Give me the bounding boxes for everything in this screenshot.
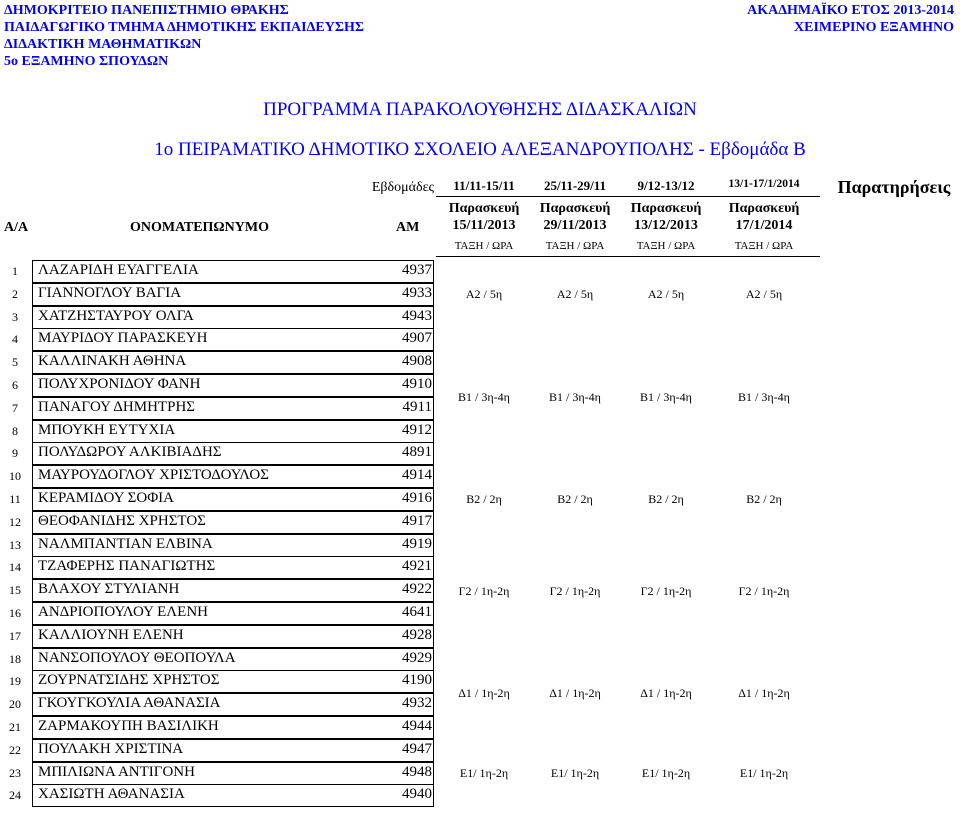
student-name: ΜΑΥΡΙΔΟΥ ΠΑΡΑΣΚΕΥΗ (38, 330, 208, 347)
academic-year-header (747, 2, 954, 36)
class-hour-assignment: Γ2 / 1η-2η (738, 583, 790, 598)
week-day-date (436, 200, 532, 234)
student-name: ΝΑΝΣΟΠΟΥΛΟΥ ΘΕΟΠΟΥΛΑ (38, 649, 236, 666)
week-date: 17/1/2014 (735, 218, 793, 233)
student-am: 4947 (402, 740, 432, 757)
row-number: 14 (9, 560, 21, 575)
student-name: ΠΟΛΥΧΡΟΝΙΔΟΥ ΦΑΝΗ (38, 376, 201, 392)
student-am: 4891 (402, 444, 432, 461)
institution-header (4, 2, 364, 70)
student-name: ΓΚΟΥΓΚΟΥΛΙΑ ΑΘΑΝΑΣΙΑ (38, 695, 221, 712)
student-am: 4911 (402, 398, 432, 415)
student-name: ΤΖΑΦΕΡΗΣ ΠΑΝΑΓΙΩΤΗΣ (38, 558, 216, 575)
class-hour-label: ΤΑΞΗ / ΩΡΑ (734, 240, 794, 252)
week-day-date (618, 200, 714, 234)
row-number: 4 (12, 332, 18, 347)
student-name: ΒΛΑΧΟΥ ΣΤΥΛΙΑΝΗ (38, 581, 180, 598)
row-number: 17 (9, 628, 21, 643)
class-hour-assignment: Β2 / 2η (466, 492, 502, 507)
column-header-name: ΟΝΟΜΑΤΕΠΩΝΥΜΟ (130, 220, 269, 235)
student-name: ΠΑΝΑΓΟΥ ΔΗΜΗΤΡΗΣ (38, 398, 196, 415)
student-am: 4912 (402, 421, 432, 438)
class-hour-assignment: Β1 / 3η-4η (640, 389, 692, 404)
document-title: ΠΡΟΓΡΑΜΜΑ ΠΑΡΑΚΟΛΟΥΘΗΣΗΣ ΔΙΔΑΣΚΑΛΙΩΝ (263, 99, 697, 120)
student-am: 4907 (402, 330, 432, 347)
university-name: ΔΗΜΟΚΡΙΤΕΙΟ ΠΑΝΕΠΙΣΤΗΜΙΟ ΘΡΑΚΗΣ (4, 3, 289, 18)
student-name: ΛΑΖΑΡΙΔΗ ΕΥΑΓΓΕΛΙΑ (38, 262, 199, 278)
class-hour-assignment: Γ2 / 1η-2η (640, 583, 692, 598)
student-name: ΑΝΔΡΙΟΠΟΥΛΟΥ ΕΛΕΝΗ (38, 604, 209, 620)
row-number: 1 (12, 264, 18, 278)
row-number: 6 (12, 378, 18, 392)
week-range: 13/1-17/1/2014 (728, 178, 800, 190)
row-number: 12 (9, 514, 21, 529)
week-day: Παρασκευή (630, 201, 702, 216)
student-name: ΠΟΛΥΔΩΡΟΥ ΑΛΚΙΒΙΑΔΗΣ (38, 444, 222, 461)
student-name: ΜΑΥΡΟΥΔΟΓΛΟΥ ΧΡΙΣΤΟΔΟΥΛΟΣ (38, 467, 269, 484)
class-hour-assignment: Α2 / 5η (745, 287, 783, 302)
row-number: 20 (9, 697, 21, 712)
department-name: ΠΑΙΔΑΓΩΓΙΚΟ ΤΜΗΜΑ ΔΗΜΟΤΙΚΗΣ ΕΚΠΑΙΔΕΥΣΗΣ (4, 20, 365, 35)
row-number: 23 (9, 765, 21, 780)
student-am: 4932 (402, 695, 432, 712)
row-number: 10 (9, 469, 21, 484)
class-hour-assignment: Β1 / 3η-4η (549, 389, 601, 404)
row-number: 9 (12, 446, 18, 461)
column-header-observations: Παρατηρήσεις (837, 177, 951, 197)
academic-year: ΑΚΑΔΗΜΑΪΚΟ ΕΤΟΣ 2013-2014 (747, 3, 954, 18)
student-name: ΧΑΤΖΗΣΤΑΥΡΟΥ ΟΛΓΑ (38, 307, 194, 324)
week-range: 25/11-29/11 (543, 178, 607, 193)
class-hour-assignment: Γ2 / 1η-2η (458, 583, 510, 598)
student-am: 4928 (402, 626, 432, 643)
class-hour-assignment: Α2 / 5η (647, 287, 685, 302)
class-hour-assignment: Β2 / 2η (648, 492, 684, 507)
student-am: 4916 (402, 490, 432, 506)
class-hour-assignment: Β1 / 3η-4η (458, 389, 510, 404)
class-hour-label: ΤΑΞΗ / ΩΡΑ (636, 240, 696, 252)
student-am: 4922 (402, 581, 432, 598)
student-name: ΚΕΡΑΜΙΔΟΥ ΣΟΦΙΑ (38, 490, 174, 506)
row-number: 16 (9, 606, 21, 620)
row-number: 7 (12, 400, 18, 415)
row-number: 21 (9, 720, 21, 734)
student-name: ΠΟΥΛΑΚΗ ΧΡΙΣΤΙΝΑ (38, 740, 184, 757)
column-header-am: ΑΜ (396, 220, 420, 235)
course-name: ΔΙΔΑΚΤΙΚΗ ΜΑΘΗΜΑΤΙΚΩΝ (4, 37, 202, 52)
row-number: 22 (9, 742, 21, 757)
class-hour-assignment: Ε1/ 1η-2η (641, 766, 691, 780)
weeks-label: Εβδομάδες (371, 180, 434, 195)
student-am: 4641 (402, 604, 432, 620)
student-am: 4917 (402, 512, 432, 529)
week-day-date (716, 200, 812, 234)
student-name: ΓΙΑΝΝΟΓΛΟΥ ΒΑΓΙΑ (38, 284, 182, 301)
student-name: ΚΑΛΛΙΟΥΝΗ ΕΛΕΝΗ (38, 626, 184, 643)
week-date: 15/11/2013 (452, 218, 516, 233)
student-name: ΖΑΡΜΑΚΟΥΠΗ ΒΑΣΙΛΙΚΗ (38, 718, 219, 734)
class-hour-label: ΤΑΞΗ / ΩΡΑ (545, 240, 605, 252)
week-day: Παρασκευή (448, 201, 520, 216)
row-number: 3 (12, 309, 18, 324)
class-hour-label: ΤΑΞΗ / ΩΡΑ (454, 240, 514, 252)
class-hour-assignment: Γ2 / 1η-2η (549, 583, 601, 598)
header-rule (436, 256, 820, 257)
row-number: 19 (9, 674, 21, 689)
student-name: ΖΟΥΡΝΑΤΣΙΔΗΣ ΧΡΗΣΤΟΣ (38, 672, 220, 689)
row-number: 5 (12, 355, 18, 370)
row-number: 2 (12, 286, 18, 301)
class-hour-assignment: Δ1 / 1η-2η (640, 686, 692, 701)
student-name: ΜΠΙΛΙΩΝΑ ΑΝΤΙΓΟΝΗ (38, 763, 195, 780)
row-number: 11 (9, 492, 21, 506)
student-am: 4190 (402, 672, 432, 689)
row-number: 8 (12, 423, 18, 438)
student-name: ΧΑΣΙΩΤΗ ΑΘΑΝΑΣΙΑ (38, 786, 185, 803)
semester-term: ΧΕΙΜΕΡΙΝΟ ΕΞΑΜΗΝΟ (794, 20, 954, 35)
row-number: 18 (9, 651, 21, 666)
student-am: 4919 (402, 535, 432, 552)
class-hour-assignment: Α2 / 5η (556, 287, 594, 302)
class-hour-assignment: Α2 / 5η (465, 287, 503, 302)
student-am: 4929 (402, 649, 432, 666)
week-day: Παρασκευή (539, 201, 611, 216)
student-am: 4921 (402, 558, 432, 575)
week-day-date (527, 200, 623, 234)
class-hour-assignment: Δ1 / 1η-2η (738, 686, 790, 701)
class-hour-assignment: Ε1/ 1η-2η (459, 766, 509, 780)
class-hour-assignment: Β1 / 3η-4η (738, 389, 790, 404)
student-name: ΚΑΛΛΙΝΑΚΗ ΑΘΗΝΑ (38, 353, 187, 370)
row-number: 24 (9, 788, 21, 803)
student-name: ΝΑΛΜΠΑΝΤΙΑΝ ΕΛΒΙΝΑ (38, 535, 213, 552)
student-am: 4933 (402, 284, 432, 301)
class-hour-assignment: Ε1/ 1η-2η (550, 766, 600, 780)
row-number: 13 (9, 537, 21, 552)
student-name: ΘΕΟΦΑΝΙΔΗΣ ΧΡΗΣΤΟΣ (38, 512, 206, 529)
class-hour-assignment: Δ1 / 1η-2η (549, 686, 601, 701)
student-am: 4914 (402, 467, 432, 484)
student-am: 4908 (402, 353, 432, 370)
class-hour-assignment: Β2 / 2η (746, 492, 782, 507)
semester-label: 5ο ΕΞΑΜΗΝΟ ΣΠΟΥΔΩΝ (4, 54, 169, 69)
student-am: 4944 (402, 718, 432, 734)
week-date: 13/12/2013 (634, 218, 698, 233)
class-hour-assignment: Δ1 / 1η-2η (458, 686, 510, 701)
student-am: 4937 (402, 262, 432, 278)
student-name: ΜΠΟΥΚΗ ΕΥΤΥΧΙΑ (38, 421, 176, 438)
school-subtitle: 1ο ΠΕΙΡΑΜΑΤΙΚΟ ΔΗΜΟΤΙΚΟ ΣΧΟΛΕΙΟ ΑΛΕΞΑΝΔΡΟΥΠΟΛΗΣ - Εβδομάδα Β (154, 139, 806, 160)
week-range: 11/11-15/11 (453, 178, 515, 193)
student-am: 4948 (402, 763, 432, 780)
column-header-aa: Α/Α (4, 220, 29, 235)
student-am: 4943 (402, 307, 432, 324)
row-number: 15 (9, 583, 21, 598)
header-rule (436, 196, 820, 197)
student-am: 4940 (402, 786, 432, 803)
class-hour-assignment: Β2 / 2η (557, 492, 593, 507)
week-range: 9/12-13/12 (637, 178, 695, 193)
class-hour-assignment: Ε1/ 1η-2η (739, 766, 789, 780)
week-date: 29/11/2013 (543, 218, 607, 233)
student-am: 4910 (402, 376, 432, 392)
week-day: Παρασκευή (728, 201, 800, 216)
